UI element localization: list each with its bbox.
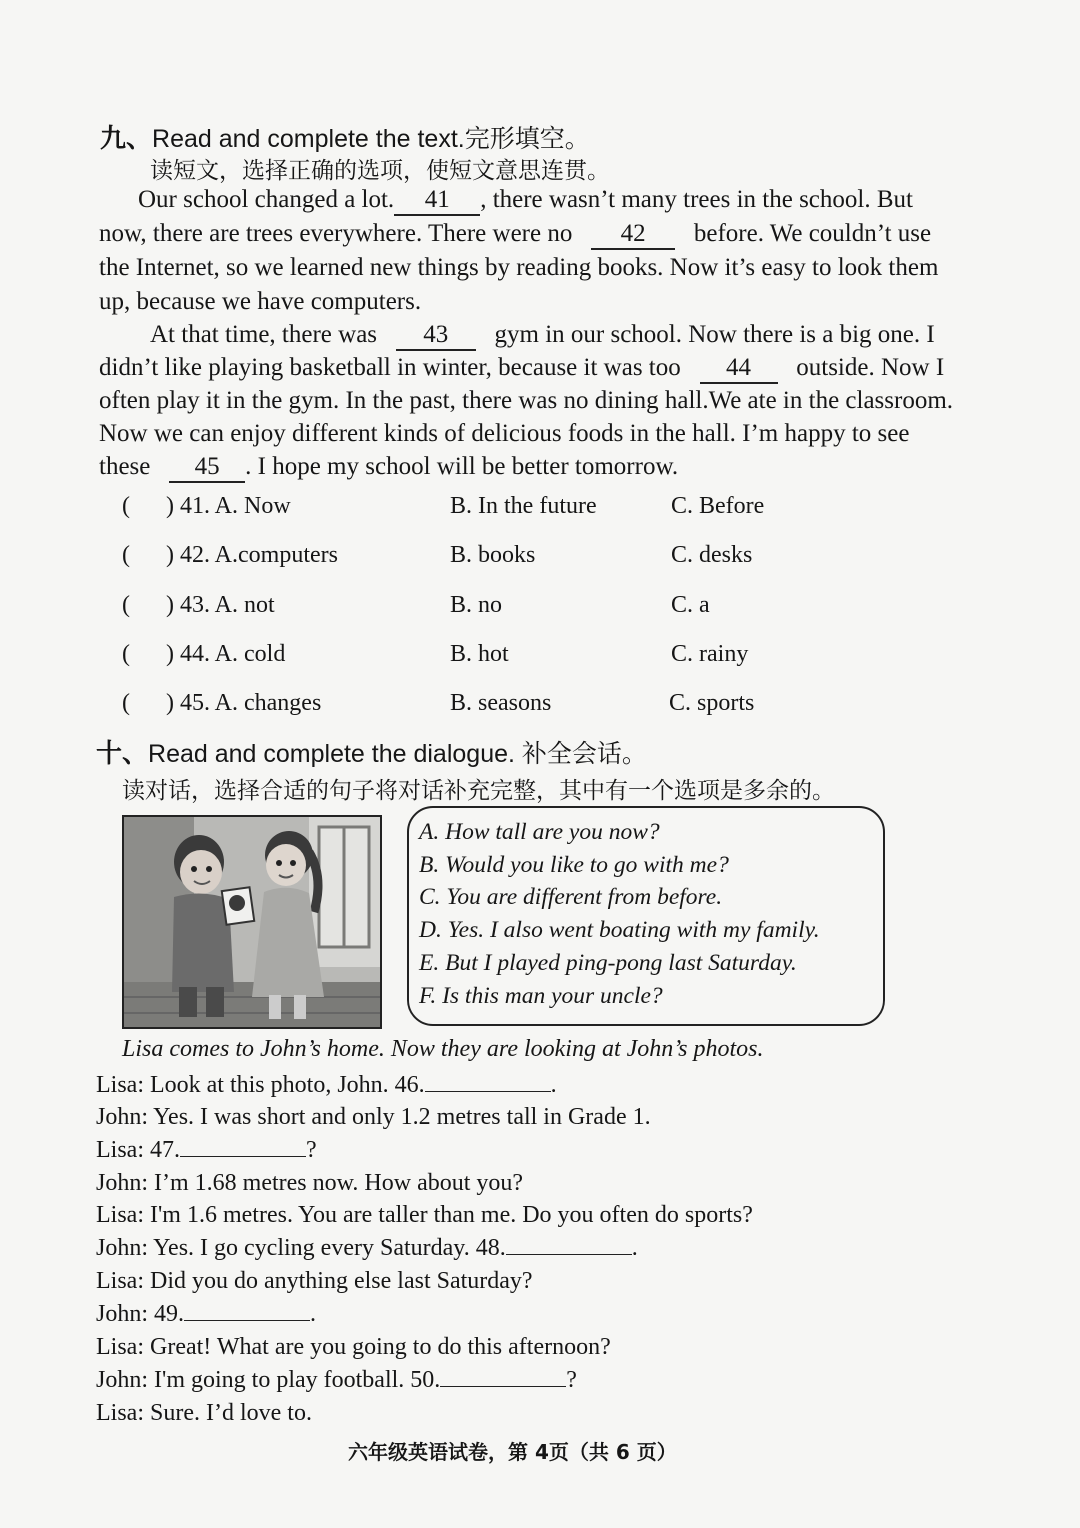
option-item-e: E. But I played ping-pong last Saturday. [419,950,797,976]
question-row [122,592,275,619]
question-row [122,493,291,520]
option-a: ) 43. A. not [166,592,275,618]
dialogue-line: John: Yes. I was short and only 1.2 metres tall in Grade 1. [96,1104,651,1130]
answer-paren[interactable]: ( [122,592,130,618]
section-10-number: 十、 [96,739,149,769]
passage-line-9 [99,453,678,483]
section-10-instruction: 读对话，选择合适的句子将对话补充完整，其中有一个选项是多余的。 [122,778,835,804]
dialogue-line: Lisa: Great! What are you going to do this afternoon? [96,1334,611,1360]
passage-text: outside. Now I [796,354,945,381]
option-a: ) 42. A.computers [166,542,338,568]
passage-text: gym in our school. Now there is a big one. I [494,321,935,348]
dialogue-punct: . [631,1235,638,1261]
dialogue-line: Lisa: I'm 1.6 metres. You are taller than me. Do you often do sports? [96,1202,753,1228]
dialogue-line [96,1072,557,1099]
option-b: B. no [450,592,503,618]
option-c: C. sports [669,690,755,716]
dialogue-line [96,1235,638,1262]
passage-line-8: Now we can enjoy different kinds of delicious foods in the hall. I’m happy to see [99,420,910,447]
passage-line-4: up, because we have computers. [99,288,422,315]
dialogue-line [96,1367,577,1394]
dialogue-text: Lisa: 47. [96,1137,180,1163]
illustration-children-photo [122,815,382,1029]
option-b: B. In the future [450,493,597,519]
blank-43: 43 [396,321,476,351]
option-a: ) 41. A. Now [166,493,291,519]
option-item-b: B. Would you like to go with me? [419,852,729,878]
option-b: B. seasons [450,690,552,716]
section-10-title: Read and complete the dialogue. 补全会话。 [148,740,647,768]
answer-blank-49[interactable] [184,1319,310,1321]
passage-line-7: often play it in the gym. In the past, there was no dining hall.We ate in the classroom. [99,387,954,414]
blank-45: 45 [169,453,245,483]
section-9-title: Read and complete the text.完形填空。 [152,125,590,153]
passage-text: , there wasn’t many trees in the school. But [480,186,913,213]
passage-text: these [99,453,151,480]
answer-blank-47[interactable] [180,1155,306,1157]
dialogue-line [96,1137,317,1164]
passage-line-1 [138,186,913,216]
option-b: B. books [450,542,536,568]
answer-blank-50[interactable] [440,1385,566,1387]
passage-text: . I hope my school will be better tomorrow. [245,453,679,480]
question-row [122,690,321,717]
question-row [122,641,285,668]
passage-line-5 [150,321,935,351]
option-item-f: F. Is this man your uncle? [419,983,663,1009]
passage-text: didn’t like playing basketball in winter, because it was too [99,354,681,381]
dialogue-line: John: I’m 1.68 metres now. How about you? [96,1170,524,1196]
dialogue-punct: . [310,1301,317,1327]
answer-paren[interactable]: ( [122,641,130,667]
section-10-heading [96,733,647,770]
option-c: C. a [671,592,710,618]
section-9-instruction: 读短文，选择正确的选项，使短文意思连贯。 [150,158,610,184]
dialogue-text: John: 49. [96,1301,185,1327]
dialogue-text: John: I'm going to play football. 50. [96,1367,441,1393]
children-illustration-icon [124,817,380,1027]
dialogue-punct: ? [566,1367,577,1393]
answer-paren[interactable]: ( [122,690,130,716]
option-c: C. desks [671,542,753,568]
dialogue-punct: ? [306,1137,317,1163]
option-item-d: D. Yes. I also went boating with my family. [419,917,820,943]
option-b: B. hot [450,641,509,667]
dialogue-line: Lisa: Sure. I’d love to. [96,1400,312,1426]
blank-42: 42 [591,220,675,250]
dialogue-text: John: Yes. I go cycling every Saturday. 48. [96,1235,506,1261]
passage-text: before. We couldn’t use [693,220,932,247]
passage-line-3: the Internet, so we learned new things by reading books. Now it’s easy to look them [99,254,939,281]
passage-text: At that time, there was [150,321,378,348]
answer-blank-46[interactable] [425,1090,551,1092]
section-9-heading [100,118,590,155]
section-9-number: 九、 [100,124,153,154]
option-a: ) 45. A. changes [166,690,322,716]
passage-line-2 [99,220,931,250]
option-c: C. Before [671,493,765,519]
dialogue-text: Lisa: Look at this photo, John. 46. [96,1072,425,1098]
option-c: C. rainy [671,641,749,667]
passage-text: Our school changed a lot. [138,186,395,213]
passage-text: now, there are trees everywhere. There were no [99,220,573,247]
dialogue-punct: . [550,1072,557,1098]
option-item-a: A. How tall are you now? [419,819,660,845]
dialogue-line [96,1301,316,1328]
dialogue-line: Lisa: Did you do anything else last Saturday? [96,1268,533,1294]
blank-41: 41 [394,186,480,216]
page-footer: 六年级英语试卷，第 4页（共 6 页） [348,1440,677,1464]
blank-44: 44 [700,354,778,384]
option-a: ) 44. A. cold [166,641,286,667]
answer-paren[interactable]: ( [122,493,130,519]
answer-paren[interactable]: ( [122,542,130,568]
option-item-c: C. You are different from before. [419,884,723,910]
question-row [122,542,338,569]
answer-blank-48[interactable] [506,1253,632,1255]
dialogue-intro: Lisa comes to John’s home. Now they are looking at John’s photos. [122,1036,764,1062]
passage-line-6 [99,354,944,384]
